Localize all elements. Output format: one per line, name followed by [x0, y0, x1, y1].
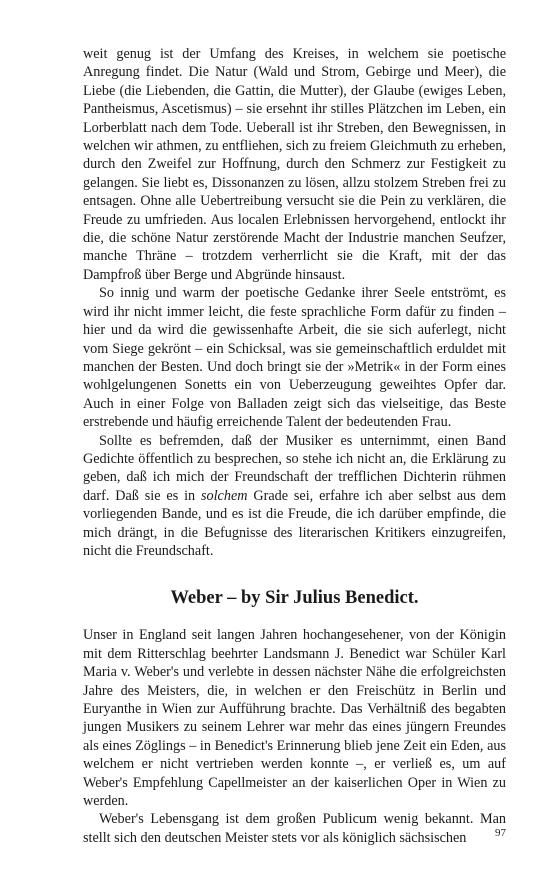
paragraph-friendship-text-before: Sollte es befremden, daß der Musiker es unternimmt, einen Band Gedichte öffentlich zu besprechen, so stehe ich nicht an, die Erklärung zu geben, daß ich mich der Freundschaft der trefflichen Dichterin rühmen darf. Daß sie es in	[83, 432, 506, 504]
page-number: 97	[495, 827, 506, 839]
paragraph-friendship	[83, 432, 506, 561]
paragraph-benedict-intro: Unser in England seit langen Jahren hochangesehener, von der Königin mit dem Ritterschlag beehrter Landsmann J. Benedict war Schüler Karl Maria v. Weber's und verlebte in dessen nächster Nähe die erfolgreichsten Jahre des Meisters, die, in welchen er den Freischütz in Berlin und Euryanthe in Wien zur Aufführung brachte. Das Verhältniß des begabten jungen Musikers zu seinem Lehrer war mehr das eines jüngern Freundes als eines Zöglings – in Benedict's Erinnerung blieb jene Zeit ein Eden, aus welchem er nicht vertrieben werden konnte –, er verließ es, um auf Weber's Empfehlung Capellmeister an der kaiserlichen Oper in Wien zu werden.	[83, 627, 506, 810]
paragraph-weber-life: Weber's Lebensgang ist dem großen Publicum wenig bekannt. Man stellt sich den deutschen Meister stets vor als königlich sächsischen	[83, 811, 506, 846]
page-body	[83, 45, 506, 847]
emphasized-word: solchem	[201, 487, 248, 504]
section-heading: Weber – by Sir Julius Benedict.	[170, 588, 419, 609]
paragraph-poetic-form: So innig und warm der poetische Gedanke ihrer Seele entströmt, es wird ihr nicht immer leicht, die feste sprachliche Form dafür zu finden – hier und da wird die gewissenhafte Arbeit, die sie sich auferlegt, nicht vom Siege gekrönt – ein Schicksal, was sie gemeinschaftlich erduldet mit manchen der Besten. Und doch bringt sie der »Metrik« in der Form eines wohlgelungenen Sonetts ein von Ueberzeugung geweihtes Opfer dar. Auch in einer Folge von Balladen zeigt sich das vielseitige, das Beste erstrebende und häufig erreichende Talent der bedeutenden Frau.	[83, 285, 506, 431]
paragraph-friendship-text-after: Grade sei, erfahre ich aber selbst aus dem vorliegenden Bande, und es ist die Freude, die ich darüber empfinde, die mich drängt, in die Befugnisse des literarischen Kritikers einzugreifen, nicht die Freundschaft.	[83, 487, 506, 559]
paragraph-continued: weit genug ist der Umfang des Kreises, in welchem sie poetische Anregung findet. Die Natur (Wald und Strom, Gebirge und Meer), die Liebe (die Liebenden, die Gattin, die Mutter), der Glaube (ewiges Leben, Pantheismus, Ascetismus) – sie ersehnt ihr stilles Plätzchen im Leben, ein Lorberblatt nach dem Tode. Ueberall ist ihr Streben, den Bewegnissen, in welchen wir athmen, zu entfliehen, sich zu freiem Gleichmuth zu erheben, durch den Zweifel zur Hoffnung, durch den Schmerz zur Festigkeit zu gelangen. Sie liebt es, Dissonanzen zu lösen, allzu stolzem Streben frei zu entsagen. Ohne alle Uebertreibung versucht sie die Pein zu verklären, die Freude zu umfrieden. Aus localen Erlebnissen hervorgehend, entlockt ihr die, die schöne Natur zerstörende Macht der Industrie manchen Seufzer, manche Thräne – trotzdem verherrlicht sie die Kraft, mit der das Dampfroß über Berge und Abgründe hinsaust.	[83, 46, 506, 283]
